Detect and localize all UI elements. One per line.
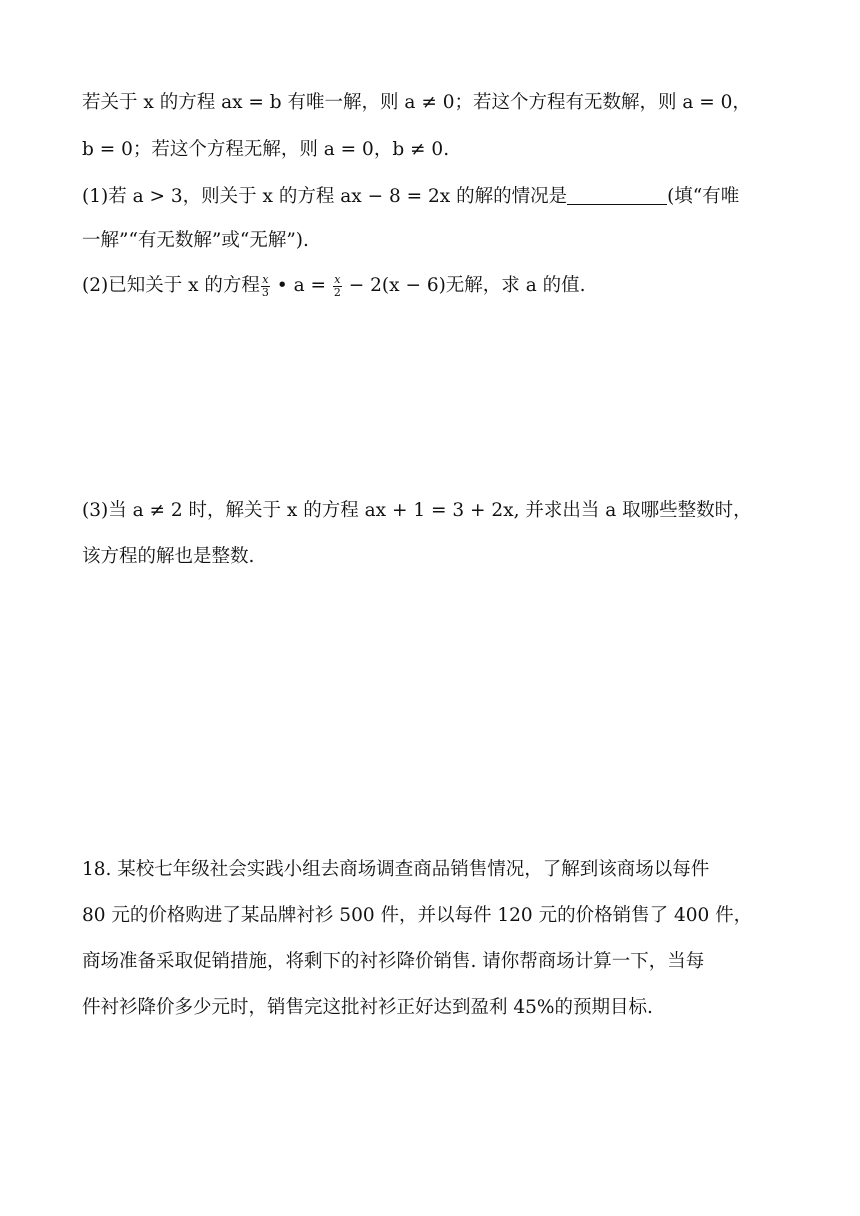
intro-line-2 <box>82 141 449 160</box>
q2-line <box>82 274 585 298</box>
q1-text-after-blank: (填“有唯 <box>667 186 740 207</box>
q3-line-1-text: (3)当 a ≠ 2 时，解关于 x 的方程 ax + 1 = 3 + 2x, 并求出当 a 取哪些整数时， <box>82 500 752 521</box>
q18-line-1-text: 18. 某校七年级社会实践小组去商场调查商品销售情况，了解到该商场以每件 <box>82 859 710 880</box>
q1-text-before-blank: (1)若 a > 3，则关于 x 的方程 ax − 8 = 2x 的解的情况是 <box>82 186 568 207</box>
q3-line-1 <box>82 502 752 521</box>
q18-line-3-text: 商场准备采取促销措施，将剩下的衬衫降价销售. 请你帮商场计算一下，当每 <box>82 951 705 972</box>
fraction-x-over-3 <box>261 274 270 298</box>
q18-line-1 <box>82 861 709 880</box>
q2-text-before: (2)已知关于 x 的方程 <box>82 275 260 297</box>
fraction-2-denominator: 2 <box>333 285 341 299</box>
q2-text-middle: • a = <box>270 275 332 297</box>
q18-line-3 <box>82 953 704 972</box>
q3-line-2 <box>82 548 254 567</box>
fraction-1-numerator: x <box>262 273 269 286</box>
q2-text-after: − 2(x − 6)无解，求 a 的值. <box>342 275 586 297</box>
q1-line-1 <box>82 186 739 207</box>
q18-line-4 <box>82 999 653 1018</box>
intro-line-1 <box>82 94 751 113</box>
fraction-1-denominator: 3 <box>261 285 269 299</box>
fraction-x-over-2 <box>333 274 342 298</box>
intro-line-1-text: 若关于 x 的方程 ax = b 有唯一解，则 a ≠ 0；若这个方程有无数解，则 a = 0， <box>82 92 751 113</box>
q1-line-2 <box>82 232 309 251</box>
fraction-2-numerator: x <box>334 273 341 286</box>
answer-blank[interactable] <box>567 186 667 205</box>
q18-line-4-text: 件衬衫降价多少元时，销售完这批衬衫正好达到盈利 45%的预期目标. <box>82 997 653 1018</box>
intro-line-2-text: b = 0；若这个方程无解，则 a = 0，b ≠ 0. <box>82 139 450 160</box>
q3-line-2-text: 该方程的解也是整数. <box>82 546 255 567</box>
q1-line-2-text: 一解”“有无数解”或“无解”). <box>82 230 309 251</box>
q18-line-2 <box>82 907 752 926</box>
q18-line-2-text: 80 元的价格购进了某品牌衬衫 500 件，并以每件 120 元的价格销售了 400 件， <box>82 905 753 926</box>
